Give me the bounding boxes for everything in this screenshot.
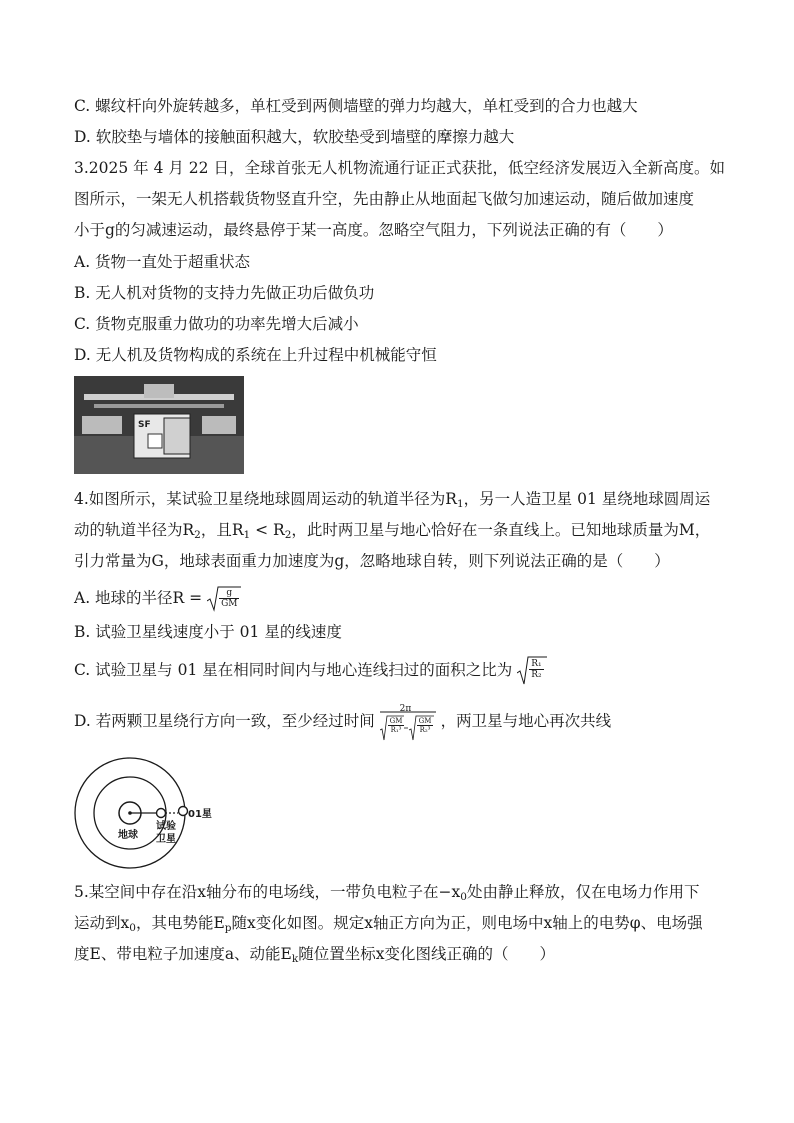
q2-option-d: D. 软胶垫与墙体的接触面积越大，软胶垫受到墙壁的摩擦力越大 (74, 128, 515, 146)
q5-stem-line-3 (74, 943, 555, 970)
denominator: R₂³ (419, 726, 431, 734)
test-satellite-label-1: 试验 (156, 821, 176, 832)
q4-text: ，此时两卫星与地心恰好在一条直线上。已知地球质量为M， (291, 521, 711, 539)
numerator: g (219, 588, 239, 599)
q5-text: 运动到x (74, 914, 130, 932)
q3-stem-line-1: 3.2025 年 4 月 22 日，全球首张无人机物流通行证正式获批，低空经济发展迈入全新高度。如 (74, 159, 725, 177)
drone-photo (74, 376, 244, 474)
q3-option-b: B. 无人机对货物的支持力先做正功后做负功 (74, 284, 375, 302)
time-fraction (380, 700, 436, 744)
q4-text: 动的轨道半径为R (74, 521, 195, 539)
satellite-01-label: 01星 (188, 809, 212, 820)
q3-option-a: A. 货物一直处于超重状态 (74, 253, 251, 271)
subscript: 1 (456, 498, 464, 510)
q5-stem-line-1 (74, 881, 699, 908)
sqrt-symbol (207, 586, 241, 612)
q4-option-b: B. 试验卫星线速度小于 01 星的线速度 (74, 623, 342, 641)
q4-text: ，另一人造卫星 01 星绕地球圆周运 (463, 490, 711, 508)
q4-option-a (74, 586, 241, 612)
numerator: GM (418, 717, 432, 725)
q5-stem-line-2 (74, 912, 703, 939)
q4-text: < R (250, 521, 285, 539)
q3-option-c: C. 货物克服重力做功的功率先增大后减小 (74, 315, 359, 333)
q4-stem-line-1 (74, 488, 710, 515)
q5-text: 5.某空间中存在沿x轴分布的电场线，一带负电粒子在−x (74, 883, 461, 901)
denominator: R₂ (531, 670, 542, 680)
numerator: GM (389, 717, 403, 725)
q4-text: 4.如图所示，某试验卫星绕地球圆周运动的轨道半径为R (74, 490, 457, 508)
sqrt-symbol (517, 656, 547, 686)
q4-option-c-text: C. 试验卫星与 01 星在相同时间内与地心连线扫过的面积之比为 (74, 661, 513, 679)
fraction (219, 588, 239, 609)
q5-text: 随x变化如图。规定x轴正方向为正，则电场中x轴上的电势φ、电场强 (231, 914, 703, 932)
test-satellite-label-2: 卫星 (156, 834, 176, 845)
q4-text: ，且R (200, 521, 244, 539)
q4-option-a-text: A. 地球的半径R = (74, 589, 208, 607)
subscript: p (224, 922, 232, 934)
q4-stem-line-3: 引力常量为G，地球表面重力加速度为g，忽略地球自转，则下列说法正确的是（ ） (74, 552, 670, 570)
orbit-diagram (74, 755, 224, 877)
subscript: 0 (460, 891, 467, 903)
q3-stem-line-3: 小于g的匀减速运动，最终悬停于某一高度。忽略空气阻力，下列说法正确的有（ ） (74, 221, 673, 239)
fraction (529, 659, 543, 680)
q2-option-c: C. 螺纹杆向外旋转越多，单杠受到两侧墙壁的弹力均越大，单杠受到的合力也越大 (74, 97, 638, 115)
numerator: R₁ (531, 659, 542, 669)
q5-text: ，其电势能E (135, 914, 225, 932)
q4-option-d-text: ，两卫星与地心再次共线 (440, 712, 612, 730)
subscript: 2 (284, 529, 292, 541)
subscript: 2 (194, 529, 201, 541)
q4-option-c (74, 656, 547, 686)
subscript: 1 (243, 529, 251, 541)
denominator: R₁³ (390, 726, 402, 734)
subscript: k (291, 953, 299, 965)
q4-option-d-text: D. 若两颗卫星绕行方向一致，至少经过时间 (74, 712, 375, 730)
q3-option-d: D. 无人机及货物构成的系统在上升过程中机械能守恒 (74, 346, 437, 364)
cargo-box-label: SF (138, 420, 151, 430)
numerator: 2π (399, 704, 412, 714)
denominator: GM (221, 599, 238, 609)
earth-label: 地球 (118, 830, 138, 841)
q3-stem-line-2: 图所示，一架无人机搭载货物竖直升空，先由静止从地面起飞做匀加速运动，随后做加速度 (74, 190, 695, 208)
q5-text: 随位置坐标x变化图线正确的（ ） (298, 945, 555, 963)
q4-stem-line-2 (74, 519, 710, 546)
subscript: 0 (129, 922, 136, 934)
denominator-fraction-2 (417, 717, 434, 734)
q5-text: 度E、带电粒子加速度a、动能E (74, 945, 292, 963)
q5-text: 处由静止释放，仅在电场力作用下 (466, 883, 700, 901)
q4-option-d (74, 700, 611, 744)
denominator-fraction-1 (388, 717, 405, 734)
